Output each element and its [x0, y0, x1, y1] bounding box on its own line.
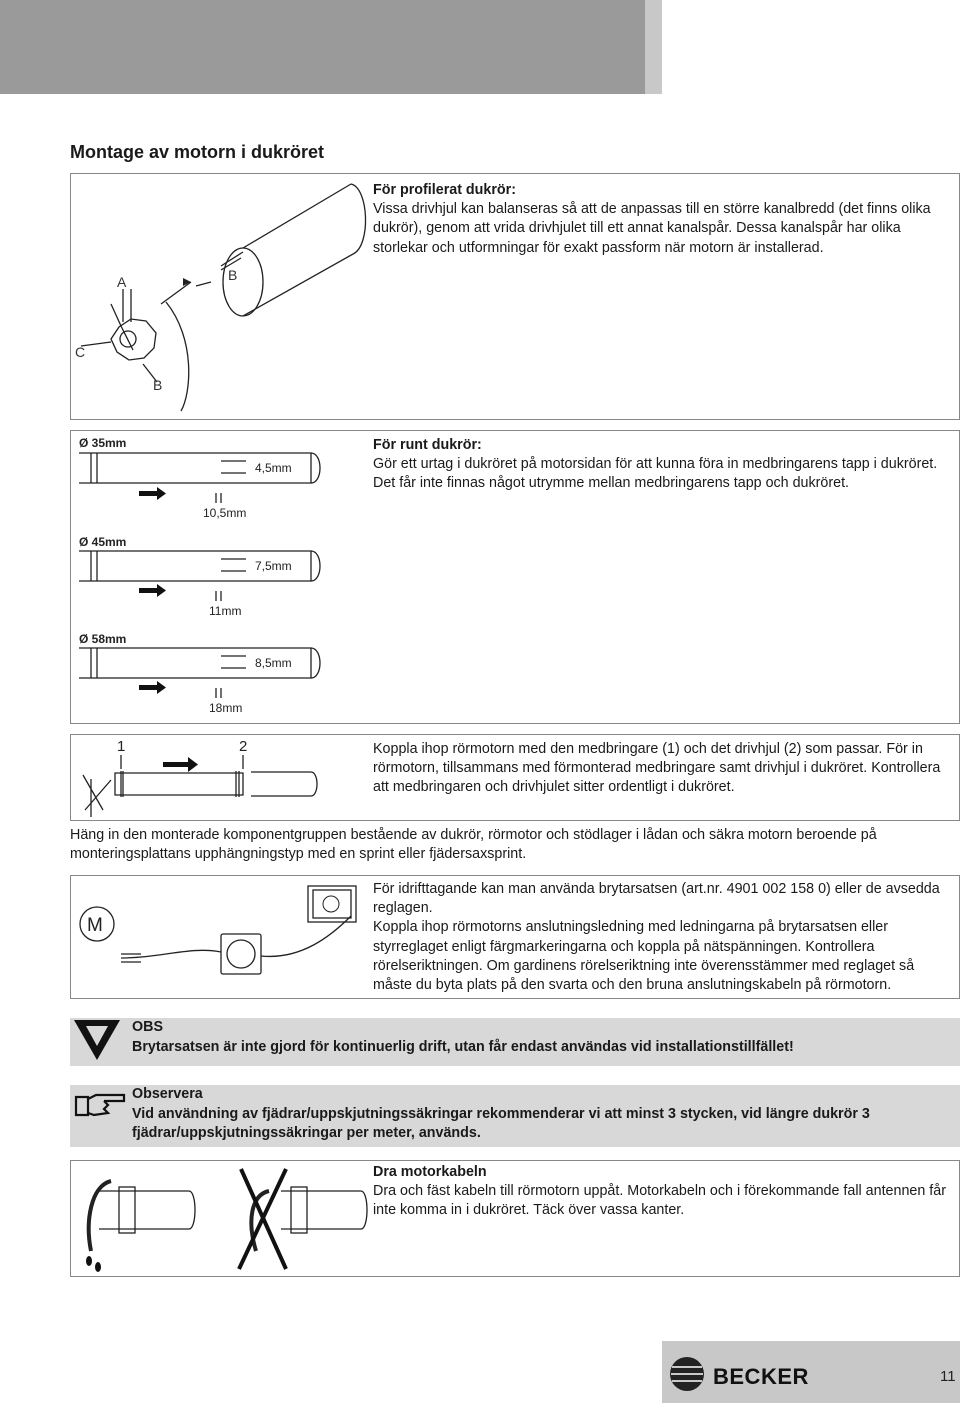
brand-name: BECKER — [713, 1364, 809, 1389]
label-c: C — [75, 344, 86, 360]
becker-logo-icon — [668, 1355, 706, 1393]
round-tube-box — [70, 430, 960, 724]
startup-box — [70, 875, 960, 999]
tube-dimensions-illustration — [71, 431, 371, 723]
tube-35-depth: 10,5mm — [203, 506, 247, 520]
cable-routing-illustration — [71, 1161, 371, 1276]
round-body: Gör ett urtag i dukröret på motorsidan för att kunna föra in medbringarens tapp i dukröret. Det får inte finnas något utrymme mellan medbringarens tapp och dukröret. — [373, 456, 938, 492]
round-text — [373, 436, 955, 494]
drive-wheel-illustration — [71, 174, 371, 419]
socket-icon — [323, 896, 339, 912]
observe-title: Observera — [132, 1086, 203, 1102]
header-bar — [0, 0, 645, 94]
label-b-tube: B — [228, 267, 238, 283]
couple-box — [70, 734, 960, 821]
obs-note — [70, 1018, 960, 1066]
startup-text — [373, 880, 955, 995]
label-a: A — [117, 274, 127, 290]
hang-paragraph: Häng in den monterade komponentgruppen bestående av dukrör, rörmotor och stödlager i lådan och säkra motorn beroende på monteringsplattans upphängningstyp med en sprint eller fjädersaxsprint. — [70, 827, 877, 863]
cable-title: Dra motorkabeln — [373, 1164, 487, 1180]
round-title: För runt dukrör: — [373, 437, 482, 453]
label-2: 2 — [239, 738, 248, 755]
profiled-body: Vissa drivhjul kan balanseras så att de anpassas till en större kanalbredd (det finns olika dukrör), genom att vrida drivhjulet till ett annat kanalspår. Dessa kanalspår har olika storlekar och utformningar för exakt passform när motorn är installerad. — [373, 201, 931, 256]
profiled-title: För profilerat dukrör: — [373, 182, 516, 198]
tube-45-depth: 11mm — [209, 604, 242, 618]
motor-symbol: M — [87, 915, 103, 936]
startup-line1: För idrifttagande kan man använda brytarsatsen (art.nr. 4901 002 158 0) eller de avsedda reglagen. — [373, 881, 940, 917]
tube-58-diameter: Ø 58mm — [79, 632, 127, 646]
label-1: 1 — [117, 738, 126, 755]
label-b-wheel: B — [153, 377, 163, 393]
startup-line2: Koppla ihop rörmotorns anslutningsledning med ledningarna på brytarsatsen eller styrreglaget enligt färgmarkeringarna och koppla på nätspänningen. Kontrollera rörelseriktningen. Om gardinens rörelseriktning inte överensstämmer med reglaget så måste du byta plats på den svarta och den bruna anslutningskabeln på rörmotorn. — [373, 919, 915, 994]
observe-note — [70, 1085, 960, 1147]
profiled-text — [373, 181, 953, 258]
warning-triangle-icon — [72, 1018, 124, 1066]
profiled-tube-box — [70, 173, 960, 420]
cable-box — [70, 1160, 960, 1277]
obs-body: Brytarsatsen är inte gjord för kontinuerlig drift, utan får endast användas vid installationstillfället! — [132, 1038, 794, 1055]
switch-kit-illustration — [71, 876, 371, 998]
tube-58-depth: 18mm — [209, 701, 243, 715]
obs-title: OBS — [132, 1019, 163, 1035]
observe-text — [132, 1085, 952, 1144]
page-number: 11 — [940, 1368, 956, 1385]
observe-body: Vid användning av fjädrar/uppskjutningssäkringar rekommenderar vi att minst 3 stycken, vid längre dukrör 3 fjädrar/uppskjutningssäkringar per meter, används. — [132, 1105, 870, 1141]
tube-58-notch: 8,5mm — [255, 656, 292, 670]
obs-text — [132, 1018, 794, 1057]
tube-35-notch: 4,5mm — [255, 461, 292, 475]
motor-coupling-illustration — [71, 735, 371, 820]
header-bar-accent — [645, 0, 662, 94]
page-heading: Montage av motorn i dukröret — [70, 142, 325, 162]
tube-45-diameter: Ø 45mm — [79, 535, 127, 549]
footer-bar — [662, 1341, 960, 1403]
cable-body: Dra och fäst kabeln till rörmotorn uppåt. Motorkabeln och i förekommande fall antennen får inte komma in i dukröret. Täck över vassa kanter. — [373, 1183, 946, 1219]
cable-text — [373, 1163, 955, 1221]
tube-35-diameter: Ø 35mm — [79, 436, 127, 450]
couple-body: Koppla ihop rörmotorn med den medbringare (1) och det drivhjul (2) som passar. För in rörmotorn, tillsammans med förmonterad medbringare samt drivhjul i dukröret. Kontrollera att medbringaren och drivhjulet sitter ordentligt i dukröret. — [373, 741, 941, 796]
pointing-hand-icon — [74, 1089, 128, 1119]
tube-45-notch: 7,5mm — [255, 559, 292, 573]
